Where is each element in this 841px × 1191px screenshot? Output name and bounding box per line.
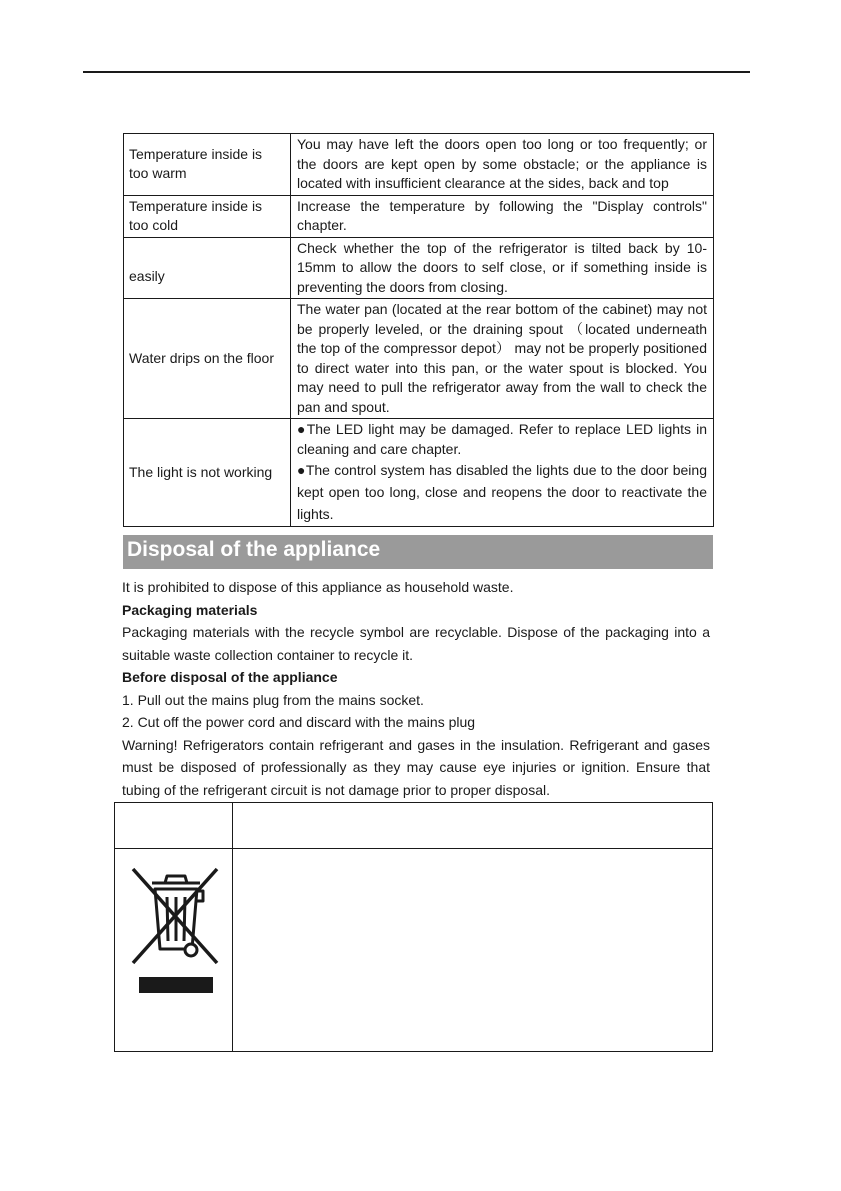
section-heading-bar	[123, 535, 713, 569]
table-row	[124, 134, 714, 196]
step-2: 2. Cut off the power cord and discard with the mains plug	[122, 714, 476, 730]
symptom-cell: Water drips on the floor	[124, 299, 291, 419]
header-rule	[83, 71, 750, 73]
divider	[115, 848, 712, 849]
troubleshooting-table	[123, 133, 714, 527]
packaging-text: Packaging materials with the recycle symbol are recyclable. Dispose of the packaging into a suitable waste collection container to recycle it.	[122, 624, 710, 663]
section-heading: Disposal of the appliance	[127, 538, 381, 561]
table-row	[124, 419, 714, 527]
symptom-cell: easily	[124, 237, 291, 299]
warning-text: Warning! Refrigerators contain refrigerant and gases in the insulation. Refrigerant and gases must be disposed of professionally as they may cause eye injuries or ignition. Ensure that tubing of the refrigerant circuit is not damage prior to proper disposal.	[122, 736, 710, 798]
table-row	[124, 195, 714, 237]
symptom-cell: Temperature inside is too cold	[124, 195, 291, 237]
symptom-cell: Temperature inside is too warm	[124, 134, 291, 196]
weee-header-left	[115, 803, 232, 848]
solution-cell: Check whether the top of the refrigerator is tilted back by 10-15mm to allow the doors to self close, or if something inside is preventing the doors from closing.	[291, 237, 714, 299]
disposal-body	[122, 576, 710, 801]
symptom-cell: The light is not working	[124, 419, 291, 527]
solution-cell: The water pan (located at the rear bottom of the cabinet) may not be properly leveled, or the draining spout （located underneath the top of the compressor depot） may not be properly positioned to direct water into this pan, or the water spout is blocked. You may need to pull the refrigerator away from the wall to check the pan and spout.	[291, 299, 714, 419]
solution-cell: Increase the temperature by following the "Display controls" chapter.	[291, 195, 714, 237]
packaging-heading: Packaging materials	[122, 601, 258, 618]
divider	[232, 803, 233, 1051]
table-row	[124, 237, 714, 299]
solution-cell	[291, 419, 714, 527]
bullet-item: ●The LED light may be damaged. Refer to replace LED lights in cleaning and care chapter.	[297, 421, 707, 457]
weee-header-right	[233, 803, 712, 848]
bullet-item: ●The control system has disabled the lights due to the door being kept open too long, close and reopens the door to reactivate the lights.	[297, 462, 707, 522]
solution-cell: You may have left the doors open too long or too frequently; or the doors are kept open by some obstacle; or the appliance is located with insufficient clearance at the sides, back and top	[291, 134, 714, 196]
table-row	[124, 299, 714, 419]
weee-info-box	[114, 802, 713, 1052]
crossed-out-wheeled-bin-icon	[125, 861, 225, 1001]
intro-text: It is prohibited to dispose of this appliance as household waste.	[122, 579, 514, 595]
step-1: 1. Pull out the mains plug from the mains socket.	[122, 691, 424, 708]
before-disposal-heading: Before disposal of the appliance	[122, 669, 338, 685]
